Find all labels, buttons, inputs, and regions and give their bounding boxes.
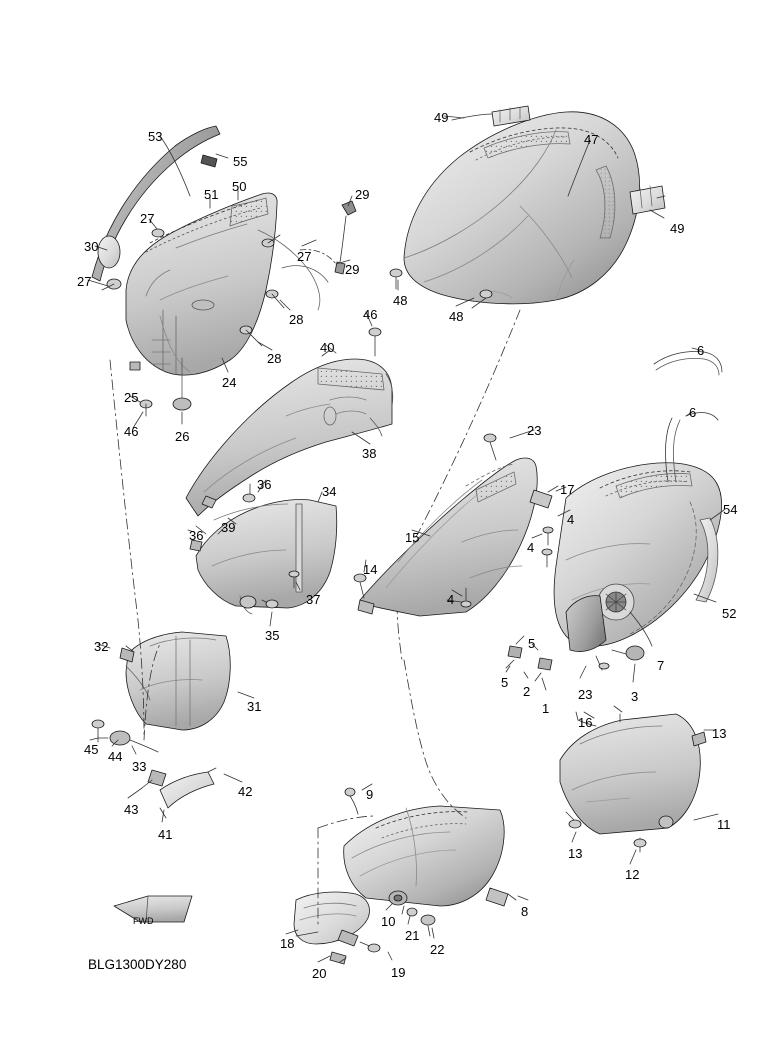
callout-27-b: 27 xyxy=(297,249,312,264)
callout-46-a: 46 xyxy=(363,307,378,322)
callout-2: 2 xyxy=(523,684,531,699)
callout-12: 12 xyxy=(625,867,640,882)
callout-39: 39 xyxy=(221,520,236,535)
callout-3: 3 xyxy=(631,689,639,704)
callout-13-b: 13 xyxy=(568,846,583,861)
callout-1: 1 xyxy=(542,701,550,716)
callout-53: 53 xyxy=(148,129,163,144)
callout-7: 7 xyxy=(657,658,665,673)
callout-48-a: 48 xyxy=(393,293,408,308)
callout-17: 17 xyxy=(560,482,575,497)
callout-19: 19 xyxy=(391,965,406,980)
callout-5-a: 5 xyxy=(528,636,536,651)
callout-35: 35 xyxy=(265,628,280,643)
callout-29-a: 29 xyxy=(355,187,370,202)
callout-16: 16 xyxy=(578,715,593,730)
callout-23-a: 23 xyxy=(527,423,542,438)
callout-50: 50 xyxy=(232,179,247,194)
callout-51: 51 xyxy=(204,187,219,202)
callout-27-a: 27 xyxy=(140,211,155,226)
callout-10: 10 xyxy=(381,914,396,929)
callout-54: 54 xyxy=(723,502,738,517)
callout-38: 38 xyxy=(362,446,377,461)
callout-33: 33 xyxy=(132,759,147,774)
callout-11: 11 xyxy=(717,817,731,832)
callout-27-c: 27 xyxy=(77,274,92,289)
callout-9: 9 xyxy=(366,787,374,802)
callout-45: 45 xyxy=(84,742,99,757)
callout-40: 40 xyxy=(320,340,335,355)
callout-28-b: 28 xyxy=(267,351,282,366)
callout-6-b: 6 xyxy=(689,405,697,420)
callout-14: 14 xyxy=(363,562,378,577)
callout-25: 25 xyxy=(124,390,139,405)
callout-28-a: 28 xyxy=(289,312,304,327)
diagram-code: BLG1300DY280 xyxy=(88,957,187,972)
callout-8: 8 xyxy=(521,904,529,919)
callout-48-b: 48 xyxy=(449,309,464,324)
callout-32: 32 xyxy=(94,639,109,654)
fwd-direction-label: FWD xyxy=(133,916,154,926)
callout-44: 44 xyxy=(108,749,123,764)
callout-24: 24 xyxy=(222,375,237,390)
callout-43: 43 xyxy=(124,802,139,817)
callout-36-b: 36 xyxy=(189,528,204,543)
callout-34: 34 xyxy=(322,484,337,499)
callout-5-b: 5 xyxy=(501,675,509,690)
callout-47: 47 xyxy=(584,132,599,147)
callout-37: 37 xyxy=(306,592,321,607)
callout-52: 52 xyxy=(722,606,737,621)
callout-49-a: 49 xyxy=(434,110,449,125)
callout-26: 26 xyxy=(175,429,190,444)
callout-29-b: 29 xyxy=(345,262,360,277)
callout-18: 18 xyxy=(280,936,295,951)
callout-49-b: 49 xyxy=(670,221,685,236)
callout-6-a: 6 xyxy=(697,343,705,358)
callout-13-a: 13 xyxy=(712,726,727,741)
callout-4-b: 4 xyxy=(527,540,535,555)
callout-23-b: 23 xyxy=(578,687,593,702)
callout-20: 20 xyxy=(312,966,327,981)
callout-4-c: 4 xyxy=(447,592,455,607)
callout-15: 15 xyxy=(405,530,420,545)
callout-4-a: 4 xyxy=(567,512,575,527)
callout-22: 22 xyxy=(430,942,445,957)
callout-36-a: 36 xyxy=(257,477,272,492)
callout-55: 55 xyxy=(233,154,248,169)
callout-21: 21 xyxy=(405,928,420,943)
callout-41: 41 xyxy=(158,827,173,842)
callout-31: 31 xyxy=(247,699,262,714)
callout-30: 30 xyxy=(84,239,99,254)
callout-46-b: 46 xyxy=(124,424,139,439)
callout-42: 42 xyxy=(238,784,253,799)
